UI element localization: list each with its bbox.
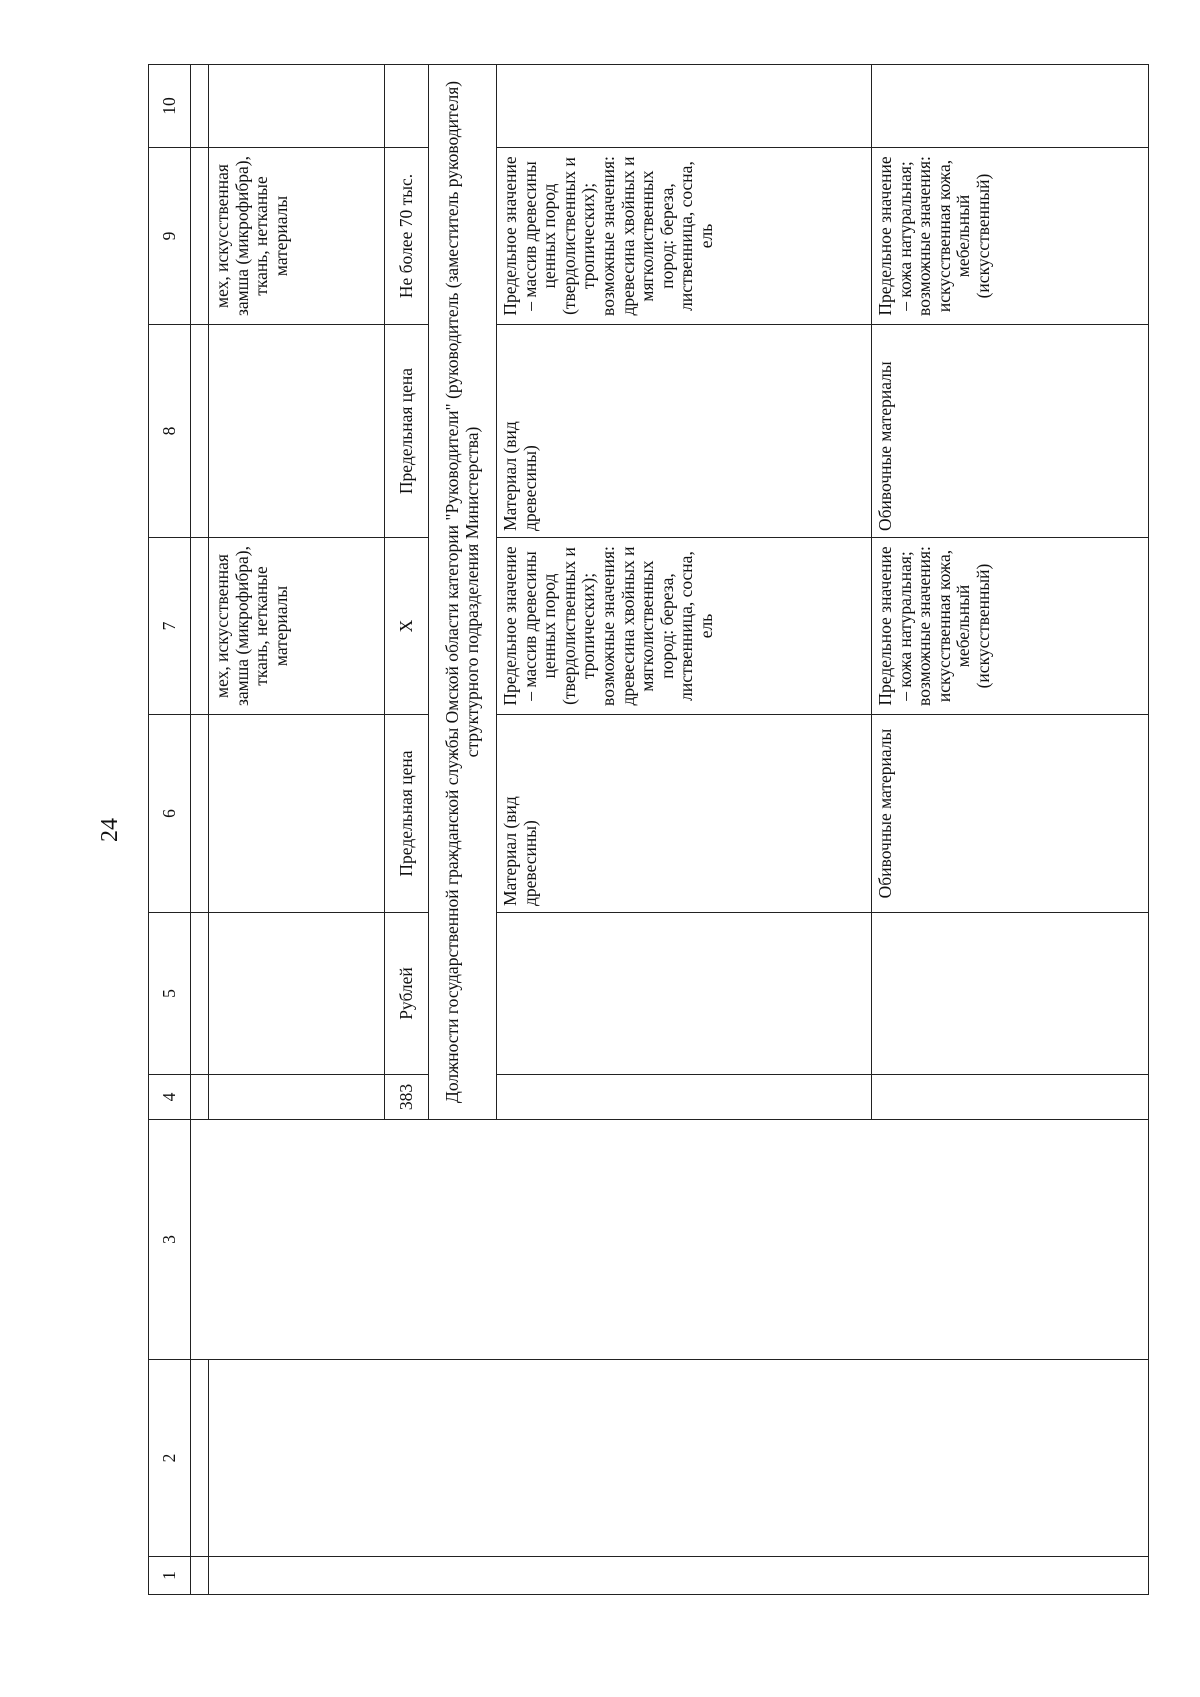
upholstery-value-2: Предельное значение – кожа натуральная; возможные значения: искусственная кожа, мебельный (искусственный) — [872, 148, 1149, 325]
table-cell — [191, 1557, 209, 1595]
table-cell — [209, 1075, 385, 1120]
col-header-1: 1 — [149, 1557, 191, 1595]
table-cell — [209, 325, 385, 538]
col-header-8: 8 — [149, 325, 191, 538]
category-heading: Должности государственной гражданской службы Омской области категории "Руководители" (руководитель (заместитель руководителя) структурного подразделения Министерства) — [429, 65, 497, 1120]
materials-continuation-row — [209, 65, 385, 1595]
col-header-2: 2 — [149, 1360, 191, 1557]
table-cell — [209, 1360, 1149, 1557]
table-cell — [497, 913, 872, 1075]
materials-list-col9: мех, искусственная замша (микрофибра), ткань, нетканые материалы — [209, 148, 385, 325]
characteristic-price: Предельная цена — [385, 715, 429, 913]
table-cell — [209, 65, 385, 148]
table-cell — [209, 1557, 1149, 1595]
characteristic-price-2: Предельная цена — [385, 325, 429, 538]
col-header-5: 5 — [149, 913, 191, 1075]
table-cell — [191, 1120, 1149, 1360]
wood-material-label: Материал (вид древесины) — [497, 715, 872, 913]
table-cell — [191, 325, 209, 538]
col-header-10: 10 — [149, 65, 191, 148]
table-cell — [872, 913, 1149, 1075]
column-number-row — [149, 65, 191, 1595]
table-cell — [191, 715, 209, 913]
rotated-table-container — [148, 65, 1148, 1595]
wood-material-value-2: Предельное значение – массив древесины ценных пород (твердолиственных и тропических); возможные значения: древесина хвойных и мягколиственных пород: береза, лиственница, сосна, ель — [497, 148, 872, 325]
unit-name: Рублей — [385, 913, 429, 1075]
col-header-9: 9 — [149, 148, 191, 325]
table-cell — [191, 65, 209, 148]
col-header-6: 6 — [149, 715, 191, 913]
table-cell — [191, 1075, 209, 1120]
table-cell — [497, 65, 872, 148]
col-header-4: 4 — [149, 1075, 191, 1120]
value-x: Х — [385, 538, 429, 715]
wood-material-label-2: Материал (вид древесины) — [497, 325, 872, 538]
col-header-3: 3 — [149, 1120, 191, 1360]
col-header-7: 7 — [149, 538, 191, 715]
table-cell — [209, 715, 385, 913]
okei-code: 383 — [385, 1075, 429, 1120]
spacer-row — [191, 65, 209, 1595]
table-cell — [191, 913, 209, 1075]
upholstery-label: Обивочные материалы — [872, 715, 1149, 913]
table-cell — [191, 148, 209, 325]
table-cell — [872, 65, 1149, 148]
table-cell — [872, 1075, 1149, 1120]
materials-list-col7: мех, искусственная замша (микрофибра), ткань, нетканые материалы — [209, 538, 385, 715]
wood-material-value: Предельное значение – массив древесины ценных пород (твердолиственных и тропических); возможные значения: древесина хвойных и мягколиственных пород: береза, лиственница, сосна, ель — [497, 538, 872, 715]
upholstery-value: Предельное значение – кожа натуральная; возможные значения: искусственная кожа, мебельный (искусственный) — [872, 538, 1149, 715]
page-number: 24 — [97, 818, 123, 842]
table-cell — [385, 65, 429, 148]
table-cell — [191, 1360, 209, 1557]
price-limit: Не более 70 тыс. — [385, 148, 429, 325]
table-cell — [497, 1075, 872, 1120]
upholstery-label-2: Обивочные материалы — [872, 325, 1149, 538]
table-cell — [191, 538, 209, 715]
table-cell — [209, 913, 385, 1075]
requirements-table — [148, 64, 1149, 1595]
